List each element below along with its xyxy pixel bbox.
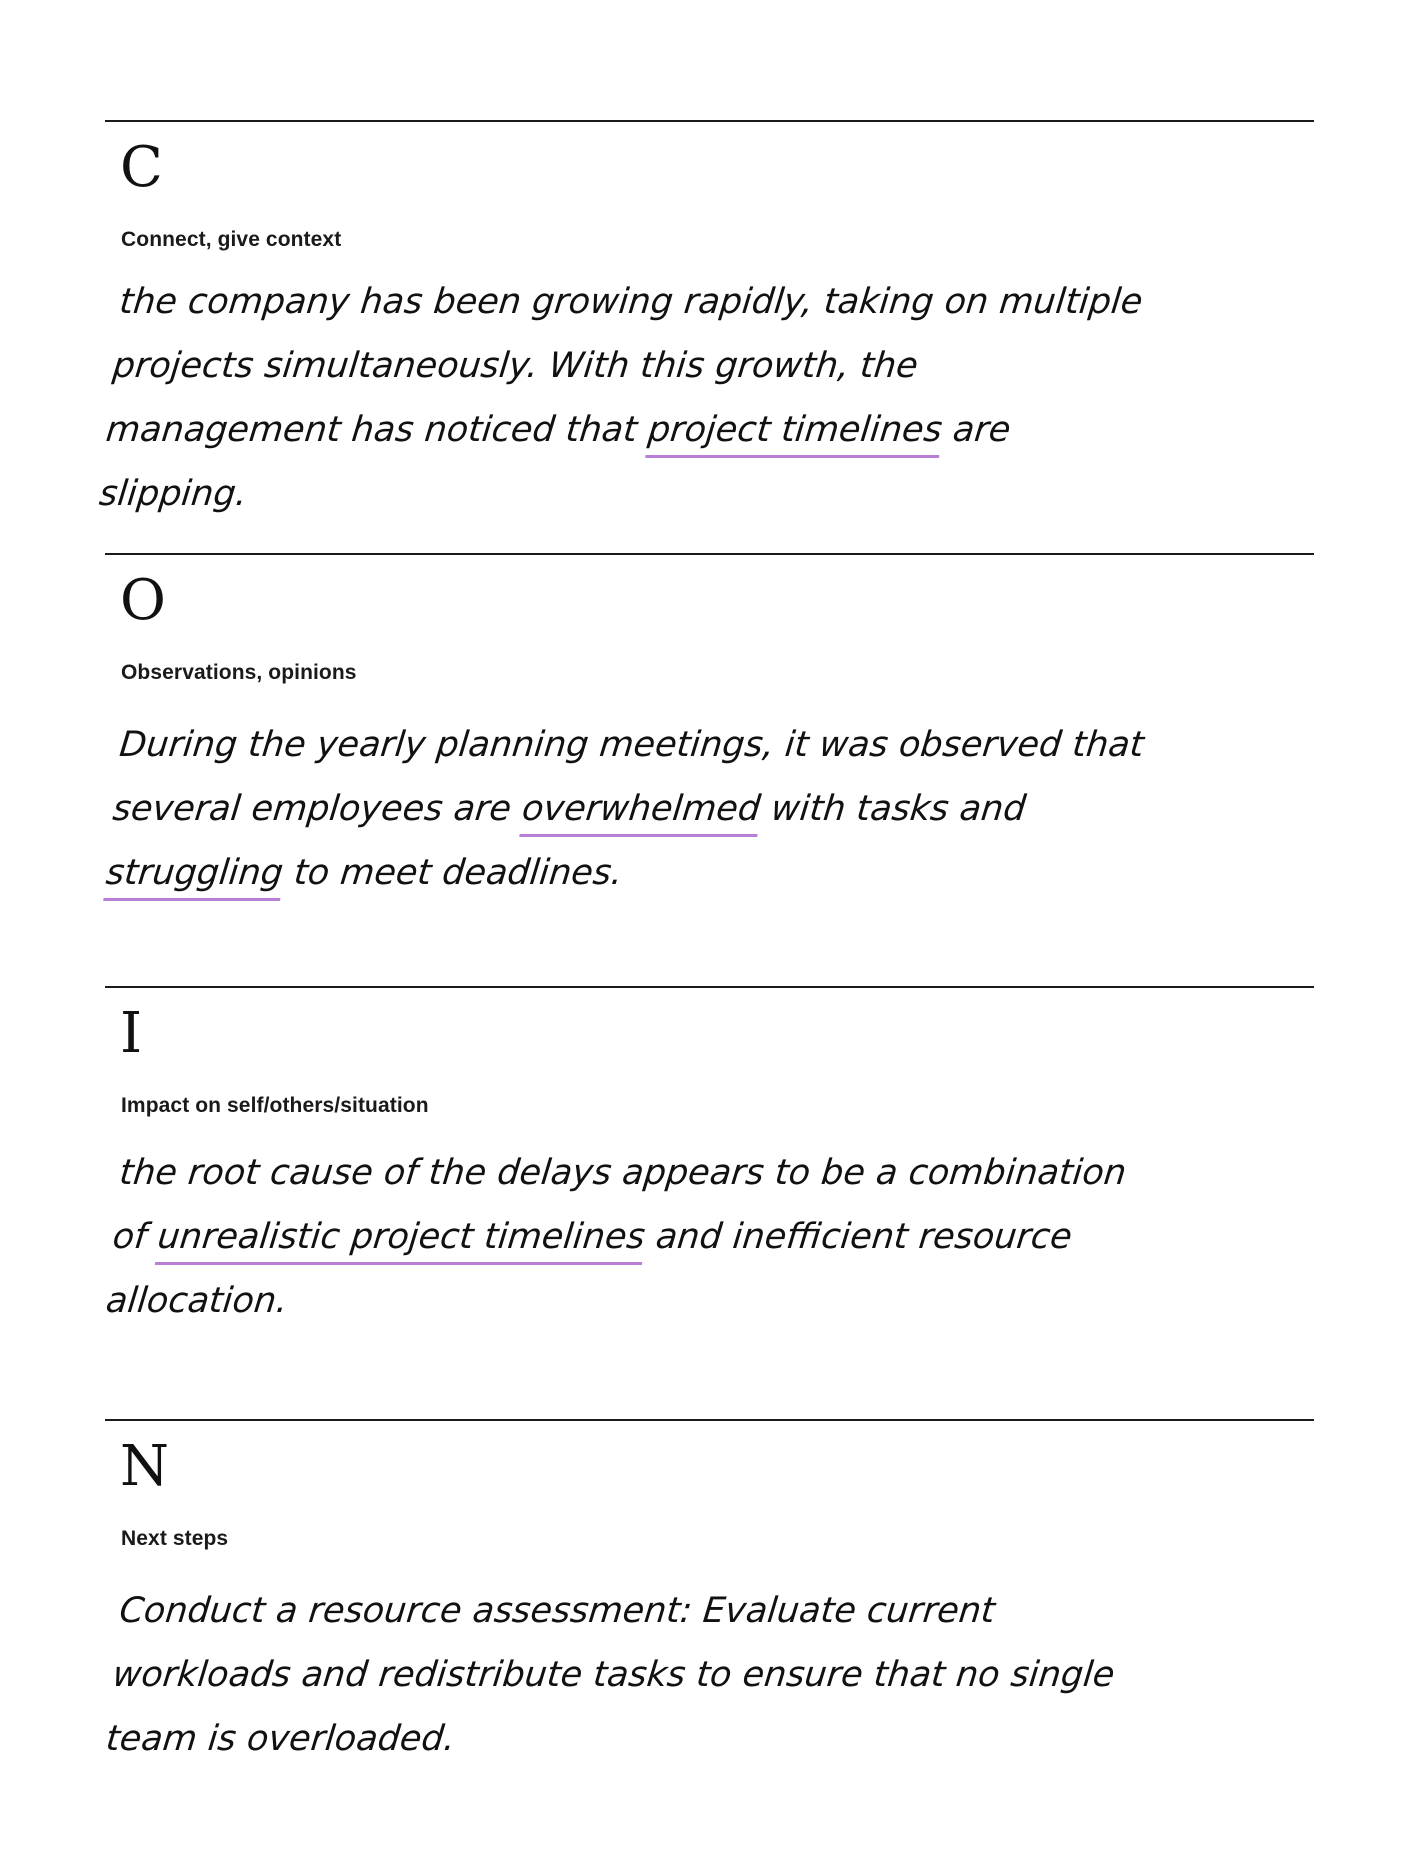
note-text: with tasks and: [758, 789, 1028, 829]
handwritten-note[interactable]: [103, 1141, 1163, 1333]
note-text: Conduct a resource assessment: Evaluate current workloads and redistribute tasks to ensure that no single team is overloaded.: [104, 1591, 1117, 1759]
section-next-steps: [105, 1419, 1314, 1852]
underlined-phrase: struggling: [104, 853, 286, 893]
section-subtitle: Connect, give context: [121, 228, 342, 251]
underlined-phrase: overwhelmed: [520, 789, 763, 829]
note-text: the root cause of the delays appears to be a combination of: [110, 1153, 1129, 1257]
section-letter: O: [120, 568, 166, 633]
section-connect: [97, 120, 1314, 553]
section-subtitle: Next steps: [121, 1527, 229, 1550]
note-text: the company has been growing rapidly, taking on multiple projects simultaneously. With this growth, the management has noticed that: [104, 282, 1145, 450]
section-impact: [105, 986, 1314, 1419]
note-text: and inefficient resource allocation.: [104, 1217, 1074, 1321]
section-observations: [105, 553, 1314, 986]
note-text: are slipping.: [97, 410, 1013, 514]
section-letter: C: [120, 135, 163, 200]
underlined-phrase: project timelines: [646, 410, 945, 450]
section-divider: [105, 120, 1314, 122]
section-divider: [105, 553, 1314, 555]
section-letter: I: [120, 1001, 143, 1066]
section-letter: N: [120, 1434, 169, 1499]
note-text: During the yearly planning meetings, it was observed that several employees are: [110, 725, 1146, 829]
note-text: to meet deadlines.: [280, 853, 625, 893]
handwritten-note[interactable]: [96, 270, 1163, 526]
handwritten-note[interactable]: [103, 713, 1163, 905]
section-subtitle: Observations, opinions: [121, 661, 357, 684]
section-divider: [105, 1419, 1314, 1421]
handwritten-note[interactable]: [103, 1579, 1163, 1771]
section-subtitle: Impact on self/others/situation: [121, 1094, 429, 1117]
underlined-phrase: unrealistic project timelines: [155, 1217, 647, 1257]
section-divider: [105, 986, 1314, 988]
